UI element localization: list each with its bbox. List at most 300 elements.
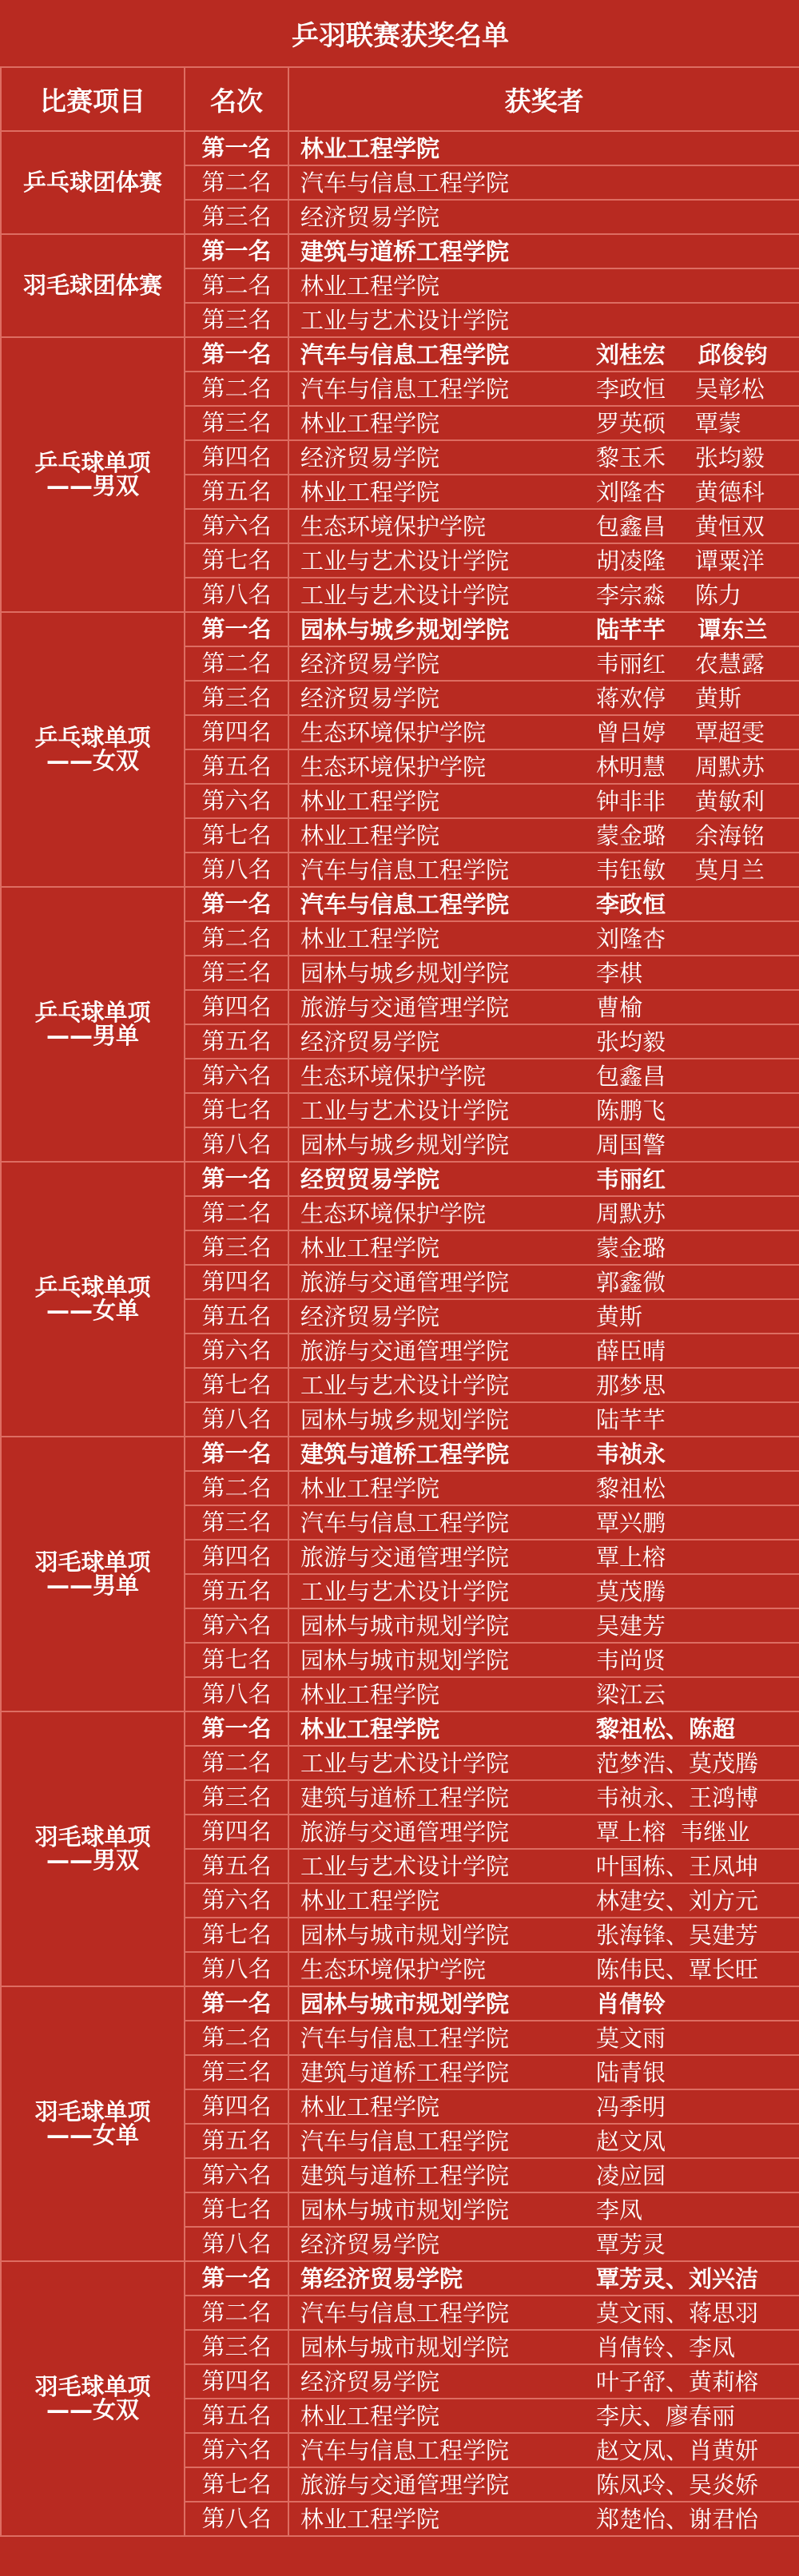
rank-cell: 第三名: [185, 1780, 288, 1815]
event-name-line: ——女单: [46, 2121, 139, 2149]
school-name: 园林与城乡规划学院: [300, 959, 510, 987]
winner-cell: [288, 303, 799, 337]
winner-cell: [288, 853, 799, 887]
event-name-line: 乒乓球单项: [34, 724, 151, 751]
event-cell: [1, 1986, 185, 2261]
player-names: 覃兴鹏: [596, 1509, 666, 1536]
school-name: 工业与艺术设计学院: [300, 1577, 510, 1605]
winner-cell: [288, 337, 799, 372]
winner-cell: [288, 2433, 799, 2467]
rank-cell: 第一名: [185, 1986, 288, 2021]
school-name: 建筑与道桥工程学院: [300, 237, 510, 265]
school-name: 经济贸易学院: [300, 650, 440, 678]
player-names: 李政恒: [596, 890, 666, 918]
rank-cell: 第七名: [185, 1093, 288, 1127]
rank-cell: 第三名: [185, 956, 288, 990]
event-cell: [1, 1711, 185, 1986]
school-name: 生态环境保护学院: [300, 753, 487, 781]
rank-cell: 第三名: [185, 681, 288, 715]
rank-cell: 第八名: [185, 2227, 288, 2261]
player-names: 张海锋、吴建芳: [596, 1921, 759, 1949]
school-name: 林业工程学院: [300, 1474, 440, 1502]
player-names: 曹榆: [596, 993, 643, 1021]
rank-cell: 第七名: [185, 818, 288, 853]
rank-cell: 第一名: [185, 2261, 288, 2296]
school-name: 旅游与交通管理学院: [300, 993, 510, 1021]
school-name: 汽车与信息工程学院: [300, 2299, 510, 2327]
player-names: 莫茂腾: [596, 1577, 666, 1605]
player-names: 蒋欢停 黄斯: [596, 684, 741, 712]
rank-cell: 第四名: [185, 440, 288, 475]
school-name: 园林与城市规划学院: [300, 2196, 510, 2224]
school-name: 旅游与交通管理学院: [300, 1543, 510, 1571]
event-cell: [1, 2261, 185, 2536]
school-name: 经贸贸易学院: [300, 1165, 440, 1193]
rank-cell: 第二名: [185, 165, 288, 200]
rank-cell: 第三名: [185, 200, 288, 234]
player-names: 覃上榕 韦继业: [596, 1818, 750, 1846]
rank-cell: 第七名: [185, 1918, 288, 1952]
winner-cell: [288, 475, 799, 509]
winner-cell: [288, 1574, 799, 1608]
rank-cell: 第一名: [185, 1437, 288, 1471]
winner-cell: [288, 2399, 799, 2433]
rank-cell: 第二名: [185, 921, 288, 956]
winner-cell: [288, 131, 799, 165]
school-name: 林业工程学院: [300, 1715, 440, 1743]
rank-cell: 第七名: [185, 2467, 288, 2502]
event-name-line: 羽毛球单项: [34, 1823, 151, 1851]
player-names: 赵文凤: [596, 2127, 666, 2155]
player-names: 叶子舒、黄莉榕: [596, 2367, 759, 2395]
school-name: 汽车与信息工程学院: [300, 340, 510, 368]
player-names: 凌应园: [596, 2161, 666, 2189]
rank-cell: 第六名: [185, 1059, 288, 1093]
rank-cell: 第三名: [185, 406, 288, 440]
player-names: 李棋: [596, 959, 643, 987]
winner-cell: [288, 1402, 799, 1437]
school-name: 林业工程学院: [300, 2402, 440, 2430]
rank-cell: 第一名: [185, 612, 288, 646]
player-names: 覃上榕: [596, 1543, 666, 1571]
player-names: 韦钰敏 莫月兰: [596, 856, 765, 884]
winner-cell: [288, 2227, 799, 2261]
player-names: 刘桂宏 邱俊钧: [596, 340, 768, 368]
player-names: 覃芳灵: [596, 2230, 666, 2258]
event-name-line: 乒乓球单项: [34, 999, 151, 1026]
school-name: 生态环境保护学院: [300, 1062, 487, 1090]
player-names: 吴建芳: [596, 1612, 666, 1640]
winner-cell: [288, 543, 799, 578]
winner-cell: [288, 578, 799, 612]
rank-cell: 第八名: [185, 1127, 288, 1162]
rank-cell: 第三名: [185, 303, 288, 337]
school-name: 园林与城市规划学院: [300, 1646, 510, 1674]
player-names: 冯季明: [596, 2093, 666, 2121]
school-name: 汽车与信息工程学院: [300, 375, 510, 403]
rank-cell: 第八名: [185, 2502, 288, 2536]
school-name: 林业工程学院: [300, 787, 440, 815]
player-names: 陆青银: [596, 2058, 666, 2086]
player-names: 陆芊芊 谭东兰: [596, 615, 768, 643]
school-name: 园林与城市规划学院: [300, 1921, 510, 1949]
school-name: 生态环境保护学院: [300, 1955, 487, 1983]
school-name: 工业与艺术设计学院: [300, 1371, 510, 1399]
school-name: 旅游与交通管理学院: [300, 1337, 510, 1365]
rank-cell: 第一名: [185, 1162, 288, 1196]
player-names: 肖倩铃、李凤: [596, 2333, 736, 2361]
rank-cell: 第五名: [185, 475, 288, 509]
rank-cell: 第四名: [185, 2364, 288, 2399]
event-name-line: ——女单: [46, 1297, 139, 1324]
winner-cell: [288, 372, 799, 406]
player-names: 胡凌隆 谭粟洋: [596, 547, 765, 574]
player-names: 刘隆杏: [596, 924, 666, 952]
player-names: 张均毅: [596, 1028, 666, 1055]
rank-cell: 第四名: [185, 990, 288, 1024]
player-names: 林建安、刘方元: [596, 1886, 759, 1914]
school-name: 建筑与道桥工程学院: [300, 1440, 510, 1468]
rank-cell: 第八名: [185, 1402, 288, 1437]
school-name: 林业工程学院: [300, 272, 440, 300]
school-name: 林业工程学院: [300, 409, 440, 437]
school-name: 工业与艺术设计学院: [300, 1749, 510, 1777]
winner-cell: [288, 990, 799, 1024]
player-names: 那梦思: [596, 1371, 666, 1399]
player-names: 黎祖松、陈超: [596, 1715, 736, 1743]
rank-cell: 第一名: [185, 887, 288, 921]
school-name: 生态环境保护学院: [300, 1199, 487, 1227]
header-rank: 名次: [185, 67, 288, 131]
rank-cell: 第二名: [185, 268, 288, 303]
school-name: 汽车与信息工程学院: [300, 2436, 510, 2464]
player-names: 黄斯: [596, 1302, 643, 1330]
rank-cell: 第一名: [185, 337, 288, 372]
school-name: 经济贸易学院: [300, 203, 440, 231]
player-names: 包鑫昌 黄恒双: [596, 512, 765, 540]
winner-cell: [288, 2330, 799, 2364]
player-names: 李宗淼 陈力: [596, 581, 741, 609]
table-row: [1, 131, 799, 165]
school-name: 经济贸易学院: [300, 443, 440, 471]
school-name: 林业工程学院: [300, 1680, 440, 1708]
winner-cell: [288, 2158, 799, 2192]
winner-cell: [288, 440, 799, 475]
winner-cell: [288, 818, 799, 853]
rank-cell: 第三名: [185, 1505, 288, 1540]
table-row: [1, 612, 799, 646]
winner-cell: [288, 1540, 799, 1574]
winner-cell: [288, 1643, 799, 1677]
winner-cell: [288, 1265, 799, 1299]
player-names: 林明慧 周默苏: [596, 753, 765, 781]
winner-cell: [288, 2296, 799, 2330]
player-names: 覃芳灵、刘兴洁: [596, 2264, 759, 2292]
school-name: 工业与艺术设计学院: [300, 306, 510, 334]
school-name: 汽车与信息工程学院: [300, 2127, 510, 2155]
rank-cell: 第五名: [185, 1849, 288, 1883]
event-name-line: ——女双: [46, 747, 139, 774]
event-name-line: ——男双: [46, 472, 139, 499]
rank-cell: 第八名: [185, 1952, 288, 1986]
rank-cell: 第二名: [185, 372, 288, 406]
player-names: 韦丽红 农慧露: [596, 650, 765, 678]
winner-cell: [288, 1196, 799, 1230]
rank-cell: 第六名: [185, 509, 288, 543]
player-names: 周国警: [596, 1131, 666, 1159]
winner-cell: [288, 1849, 799, 1883]
school-name: 经济贸易学院: [300, 684, 440, 712]
rank-cell: 第六名: [185, 784, 288, 818]
winner-cell: [288, 956, 799, 990]
event-name-line: 乒乓球单项: [34, 449, 151, 476]
rank-cell: 第一名: [185, 131, 288, 165]
rank-cell: 第五名: [185, 749, 288, 784]
school-name: 林业工程学院: [300, 1234, 440, 1262]
rank-cell: 第五名: [185, 1574, 288, 1608]
event-name-line: 乒乓球团体赛: [22, 169, 162, 196]
event-name-line: 乒乓球单项: [34, 1274, 151, 1301]
school-name: 工业与艺术设计学院: [300, 547, 510, 574]
player-names: 蒙金璐: [596, 1234, 666, 1262]
player-names: 郭鑫微: [596, 1268, 666, 1296]
school-name: 汽车与信息工程学院: [300, 890, 510, 918]
school-name: 汽车与信息工程学院: [300, 1509, 510, 1536]
school-name: 经济贸易学院: [300, 2230, 440, 2258]
winner-cell: [288, 234, 799, 268]
player-names: 周默苏: [596, 1199, 666, 1227]
winner-cell: [288, 2055, 799, 2089]
player-names: 蒙金璐 余海铭: [596, 821, 765, 849]
event-name-line: ——男双: [46, 1847, 139, 1874]
winner-cell: [288, 2502, 799, 2536]
winner-cell: [288, 2364, 799, 2399]
school-name: 林业工程学院: [300, 1886, 440, 1914]
school-name: 林业工程学院: [300, 134, 440, 162]
school-name: 建筑与道桥工程学院: [300, 2058, 510, 2086]
winner-cell: [288, 2467, 799, 2502]
player-names: 罗英硕 覃蒙: [596, 409, 741, 437]
event-name-line: 羽毛球单项: [34, 2098, 151, 2125]
winner-cell: [288, 1780, 799, 1815]
player-names: 曾吕婷 覃超雯: [596, 718, 765, 746]
rank-cell: 第七名: [185, 1368, 288, 1402]
event-name-line: 羽毛球单项: [34, 2373, 151, 2400]
rank-cell: 第二名: [185, 646, 288, 681]
player-names: 韦祯永、王鸿博: [596, 1783, 759, 1811]
winner-cell: [288, 1746, 799, 1780]
winner-cell: [288, 1952, 799, 1986]
rank-cell: 第六名: [185, 1883, 288, 1918]
winner-cell: [288, 784, 799, 818]
rank-cell: 第七名: [185, 1643, 288, 1677]
winner-cell: [288, 1918, 799, 1952]
event-cell: [1, 337, 185, 612]
header-event: 比赛项目: [1, 67, 185, 131]
school-name: 园林与城市规划学院: [300, 2333, 510, 2361]
player-names: 李庆、廖春丽: [596, 2402, 736, 2430]
rank-cell: 第二名: [185, 1196, 288, 1230]
school-name: 园林与城市规划学院: [300, 1990, 510, 2017]
rank-cell: 第五名: [185, 2399, 288, 2433]
rank-cell: 第八名: [185, 578, 288, 612]
rank-cell: 第五名: [185, 1024, 288, 1059]
winner-cell: [288, 2124, 799, 2158]
player-names: 梁江云: [596, 1680, 666, 1708]
school-name: 工业与艺术设计学院: [300, 1852, 510, 1880]
rank-cell: 第八名: [185, 853, 288, 887]
school-name: 园林与城乡规划学院: [300, 1405, 510, 1433]
school-name: 工业与艺术设计学院: [300, 1096, 510, 1124]
winner-cell: [288, 1471, 799, 1505]
rank-cell: 第一名: [185, 234, 288, 268]
table-body: [1, 131, 799, 2536]
school-name: 汽车与信息工程学院: [300, 2024, 510, 2052]
event-cell: [1, 234, 185, 337]
winner-cell: [288, 2261, 799, 2296]
winner-cell: [288, 1334, 799, 1368]
rank-cell: 第六名: [185, 2433, 288, 2467]
school-name: 园林与城乡规划学院: [300, 1131, 510, 1159]
rank-cell: 第二名: [185, 1471, 288, 1505]
winner-cell: [288, 1093, 799, 1127]
school-name: 建筑与道桥工程学院: [300, 1783, 510, 1811]
winner-cell: [288, 1024, 799, 1059]
school-name: 林业工程学院: [300, 478, 440, 506]
school-name: 汽车与信息工程学院: [300, 169, 510, 197]
school-name: 旅游与交通管理学院: [300, 2471, 510, 2498]
winner-cell: [288, 268, 799, 303]
school-name: 林业工程学院: [300, 2505, 440, 2533]
player-names: 李凤: [596, 2196, 643, 2224]
winner-cell: [288, 200, 799, 234]
table-row: [1, 234, 799, 268]
school-name: 汽车与信息工程学院: [300, 856, 510, 884]
rank-cell: 第七名: [185, 2192, 288, 2227]
player-names: 陈伟民、覃长旺: [596, 1955, 759, 1983]
player-names: 叶国栋、王凤坤: [596, 1852, 759, 1880]
player-names: 韦尚贤: [596, 1646, 666, 1674]
event-name-line: ——男单: [46, 1022, 139, 1049]
rank-cell: 第二名: [185, 2296, 288, 2330]
winner-cell: [288, 1505, 799, 1540]
winner-cell: [288, 612, 799, 646]
player-names: 黎玉禾 张均毅: [596, 443, 765, 471]
winner-cell: [288, 406, 799, 440]
rank-cell: 第四名: [185, 1815, 288, 1849]
school-name: 第经济贸易学院: [300, 2264, 463, 2292]
table-row: [1, 1986, 799, 2021]
school-name: 建筑与道桥工程学院: [300, 2161, 510, 2189]
rank-cell: 第三名: [185, 1230, 288, 1265]
winner-cell: [288, 1299, 799, 1334]
event-name-line: ——女双: [46, 2396, 139, 2423]
table-row: [1, 1162, 799, 1196]
rank-cell: 第六名: [185, 2158, 288, 2192]
school-name: 经济贸易学院: [300, 1302, 440, 1330]
rank-cell: 第四名: [185, 715, 288, 749]
rank-cell: 第四名: [185, 2089, 288, 2124]
school-name: 旅游与交通管理学院: [300, 1818, 510, 1846]
school-name: 林业工程学院: [300, 924, 440, 952]
player-names: 钟非非 黄敏利: [596, 787, 765, 815]
school-name: 园林与城乡规划学院: [300, 615, 510, 643]
school-name: 经济贸易学院: [300, 1028, 440, 1055]
event-name-line: ——男单: [46, 1572, 139, 1599]
school-name: 经济贸易学院: [300, 2367, 440, 2395]
title-row: [1, 0, 799, 67]
rank-cell: 第六名: [185, 1608, 288, 1643]
player-names: 刘隆杏 黄德科: [596, 478, 765, 506]
event-cell: [1, 612, 185, 887]
player-names: 陈鹏飞: [596, 1096, 666, 1124]
winner-cell: [288, 1059, 799, 1093]
winner-cell: [288, 1677, 799, 1711]
winner-cell: [288, 646, 799, 681]
winner-cell: [288, 509, 799, 543]
event-name-line: 羽毛球单项: [34, 1548, 151, 1576]
player-names: 肖倩铃: [596, 1990, 666, 2017]
player-names: 薛臣晴: [596, 1337, 666, 1365]
winner-cell: [288, 2192, 799, 2227]
player-names: 陈凤玲、吴炎娇: [596, 2471, 759, 2498]
school-name: 园林与城市规划学院: [300, 1612, 510, 1640]
winner-cell: [288, 1986, 799, 2021]
winner-cell: [288, 715, 799, 749]
header-row: [1, 67, 799, 131]
player-names: 赵文凤、肖黄妍: [596, 2436, 759, 2464]
table-row: [1, 1711, 799, 1746]
header-winner: 获奖者: [288, 67, 799, 131]
event-cell: [1, 131, 185, 234]
winner-cell: [288, 165, 799, 200]
rank-cell: 第三名: [185, 2330, 288, 2364]
rank-cell: 第六名: [185, 1334, 288, 1368]
winner-cell: [288, 1815, 799, 1849]
rank-cell: 第四名: [185, 1540, 288, 1574]
winner-cell: [288, 2021, 799, 2055]
table-row: [1, 337, 799, 372]
winner-cell: [288, 1883, 799, 1918]
player-names: 莫文雨、蒋思羽: [596, 2299, 759, 2327]
event-cell: [1, 1162, 185, 1437]
player-names: 莫文雨: [596, 2024, 666, 2052]
event-cell: [1, 887, 185, 1162]
table-row: [1, 2261, 799, 2296]
rank-cell: 第五名: [185, 1299, 288, 1334]
table-row: [1, 1437, 799, 1471]
winner-cell: [288, 1711, 799, 1746]
rank-cell: 第二名: [185, 2021, 288, 2055]
winner-cell: [288, 2089, 799, 2124]
school-name: 工业与艺术设计学院: [300, 581, 510, 609]
winner-cell: [288, 681, 799, 715]
player-names: 李政恒 吴彰松: [596, 375, 765, 403]
rank-cell: 第七名: [185, 543, 288, 578]
winner-cell: [288, 1608, 799, 1643]
table-row: [1, 887, 799, 921]
event-cell: [1, 1437, 185, 1711]
player-names: 陆芊芊: [596, 1405, 666, 1433]
player-names: 包鑫昌: [596, 1062, 666, 1090]
event-name-line: 羽毛球团体赛: [22, 272, 162, 299]
player-names: 韦祯永: [596, 1440, 666, 1468]
school-name: 旅游与交通管理学院: [300, 1268, 510, 1296]
rank-cell: 第五名: [185, 2124, 288, 2158]
player-names: 范梦浩、莫茂腾: [596, 1749, 759, 1777]
winner-cell: [288, 1162, 799, 1196]
rank-cell: 第一名: [185, 1711, 288, 1746]
